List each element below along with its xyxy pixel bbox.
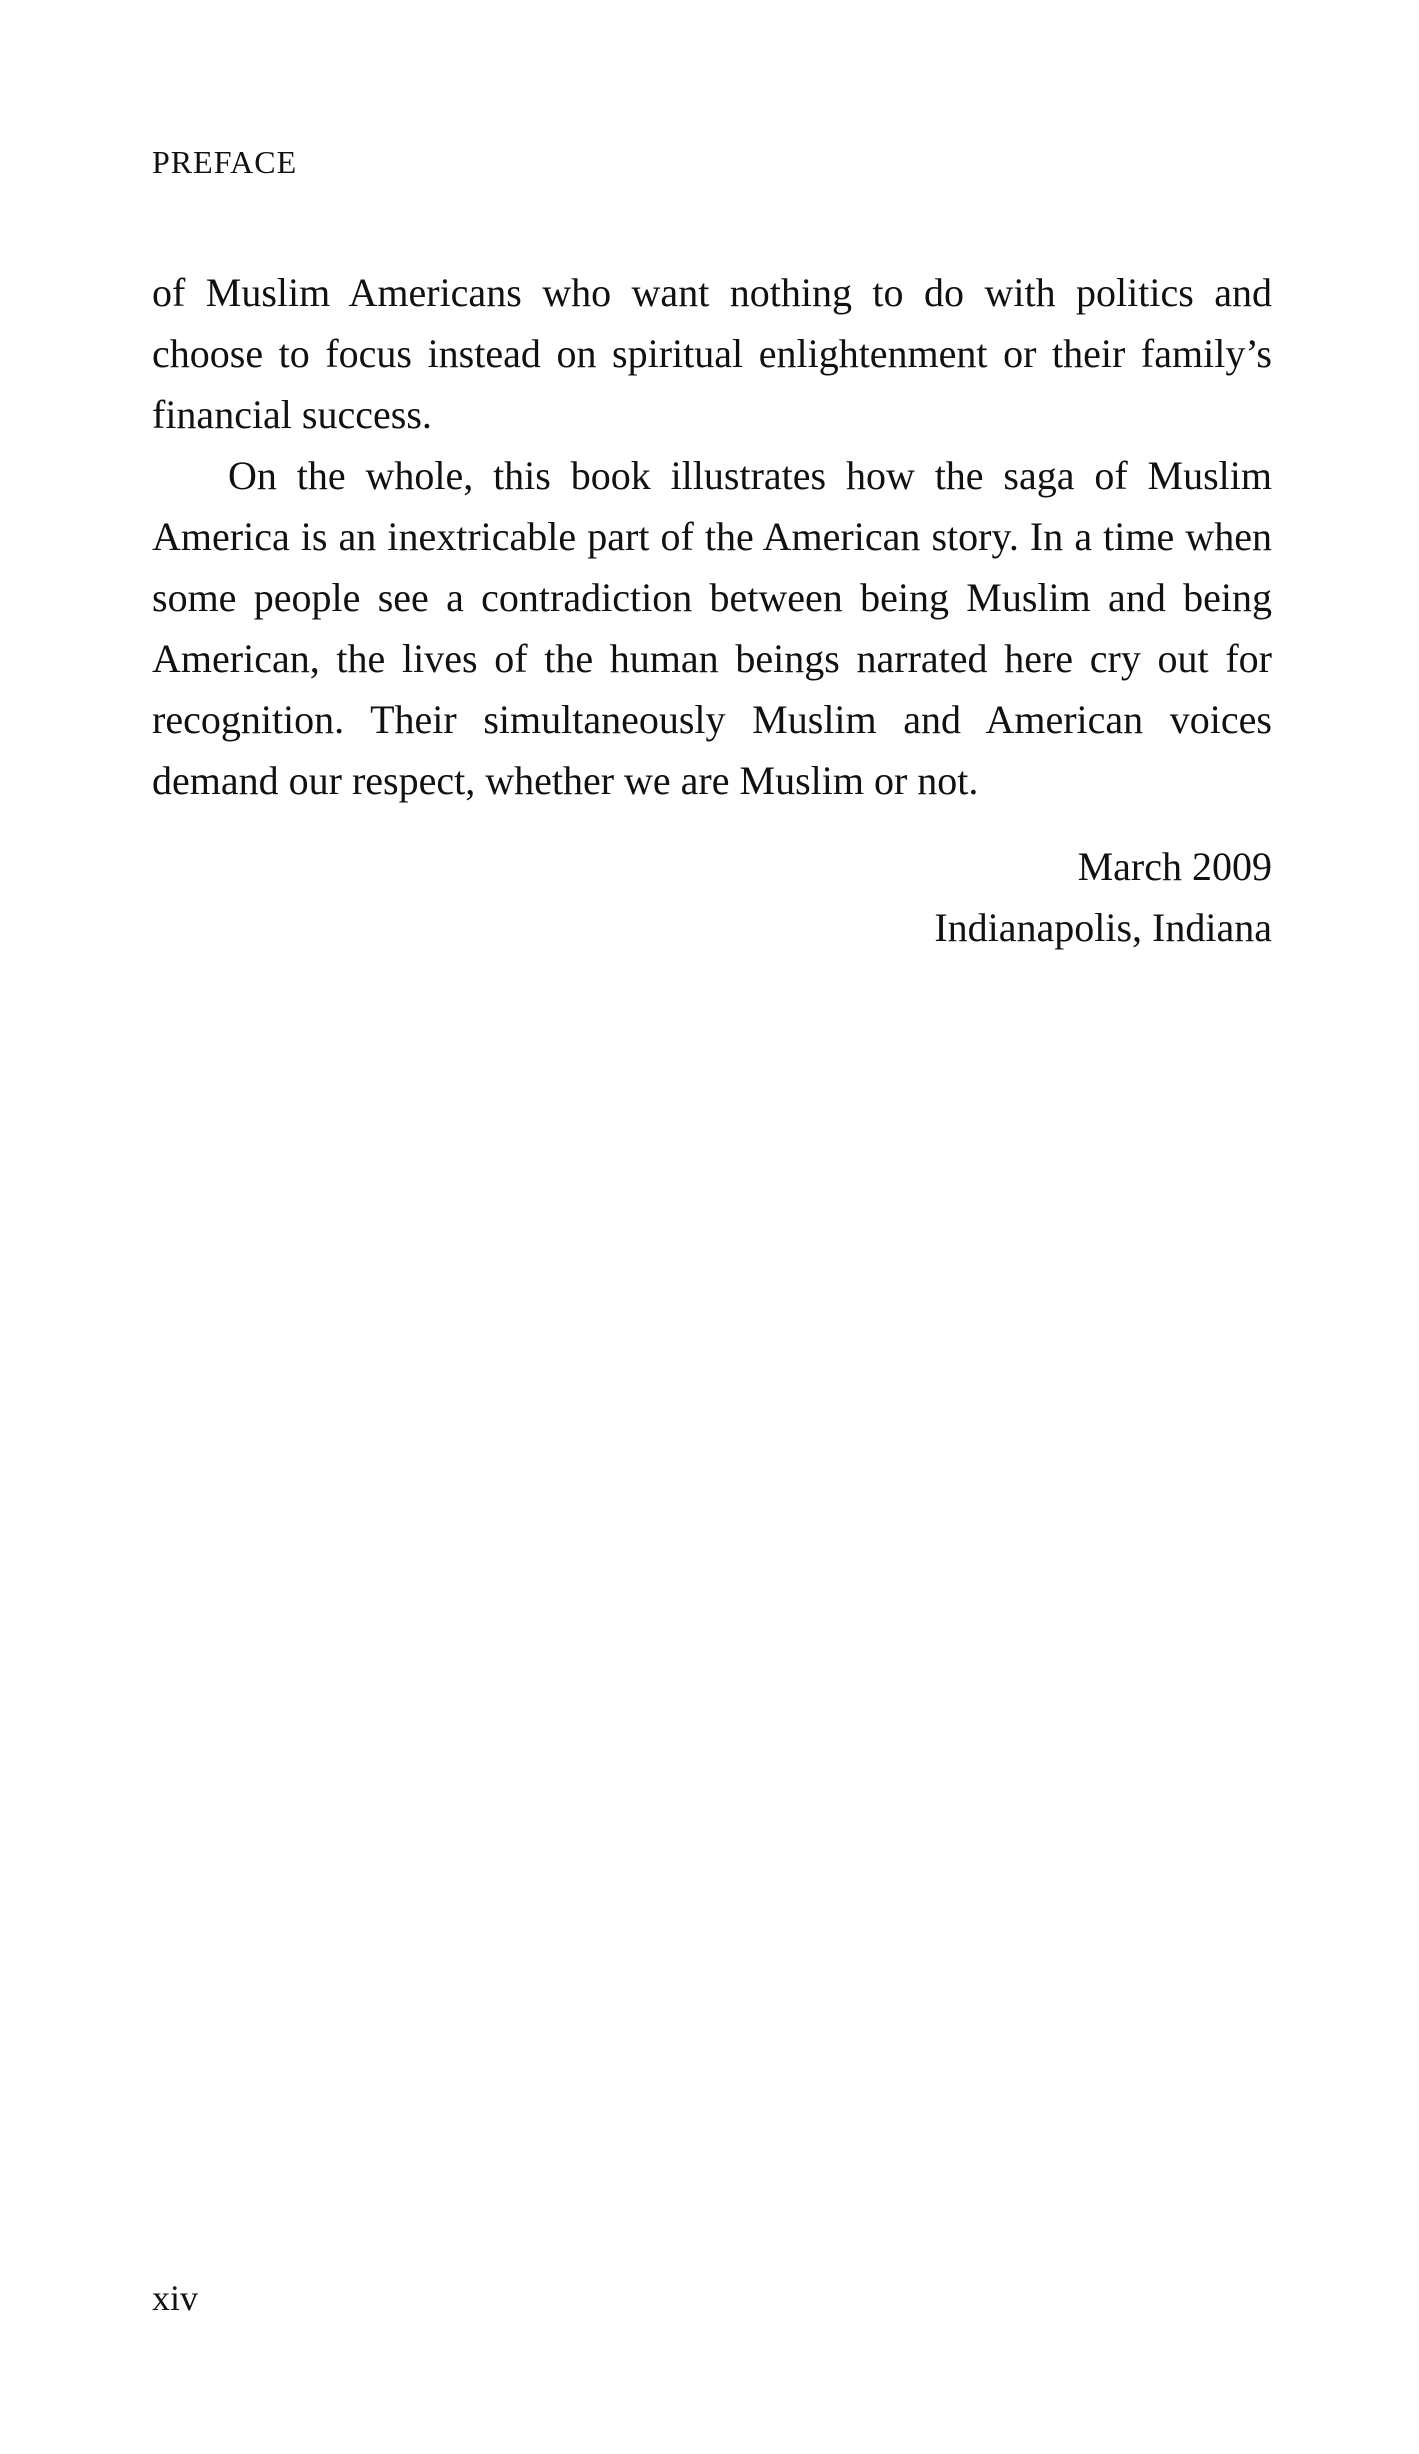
signoff-date: March 2009 [1077,844,1272,889]
running-head: PREFACE [152,144,298,180]
page-number: xiv [152,2278,199,2318]
paragraph-continued: of Muslim Americans who want nothing to do with politics and choose to focus instead on spiritual enlightenment or their family’s financial success. [152,270,1272,437]
preface-signoff [152,836,1272,958]
signoff-place: Indianapolis, Indiana [934,905,1272,950]
paragraph-conclusion: On the whole, this book illustrates how the saga of Muslim America is an inextricable part of the American story. In a time when some people see a contradiction between being Muslim and being American, the lives of the human beings narrated here cry out for recognition. Their simultaneously Muslim and American voices demand our respect, whether we are Muslim or not. [152,453,1272,803]
body-text [152,262,1272,958]
